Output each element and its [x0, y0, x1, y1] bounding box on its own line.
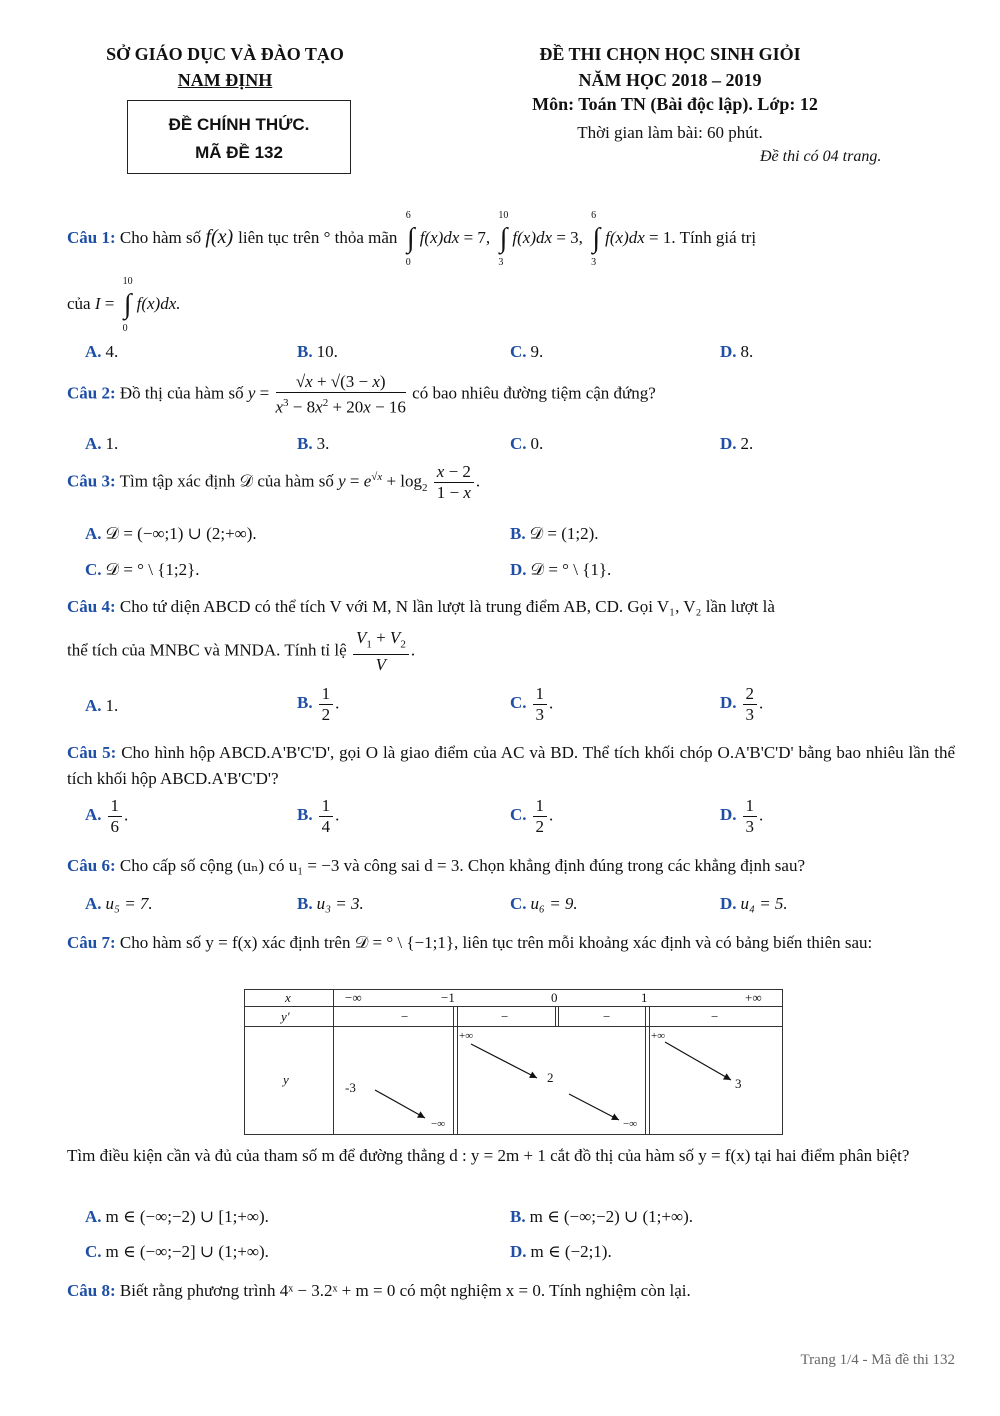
q2-option-c[interactable]: C. 0. — [510, 434, 544, 453]
q3-option-b[interactable]: B. 𝒟 = (1;2). — [510, 524, 599, 543]
q3-option-a[interactable]: A. 𝒟 = (−∞;1) ∪ (2;+∞). — [85, 524, 257, 543]
question-1-cont: của I = 10 ∫ 0 f(x)dx. — [67, 276, 181, 334]
table-y-pos-inf: +∞ — [459, 1030, 474, 1042]
q6-text-1: Cho cấp số cộng (uₙ) có u₁ = −3 và công sai d = 3. Chọn khẳng định đúng trong các khẳng định sau? — [119, 856, 805, 875]
q7-text-1: Cho hàm số y = f(x) xác định trên 𝒟 = ° \ {−1;1}, liên tục trên mỗi khoảng xác định và có bảng biến thiên sau: — [119, 933, 873, 952]
official-label: ĐỀ CHÍNH THỨC. — [168, 115, 310, 134]
question-7-cont — [67, 1143, 955, 1169]
table-y-three: 3 — [735, 1076, 742, 1091]
q1-text-1: Cho hàm số — [119, 227, 202, 247]
q5-option-c[interactable]: C. $\frac{1}{2}$ . — [510, 796, 554, 836]
q2-text-1: Đồ thị của hàm số — [119, 383, 244, 403]
q5-option-a[interactable]: A. $\frac{1}{6}$ . — [85, 796, 129, 836]
q4-option-c[interactable]: C. $\frac{1}{3}$ . — [510, 684, 554, 724]
table-x-one: 1 — [641, 990, 648, 1005]
department-name: SỞ GIÁO DỤC VÀ ĐÀO TẠO — [106, 44, 344, 64]
question-2: Câu 2: Đồ thị của hàm số y = $\frac{√x + √(3 - x)}{x^3 - 8x^2 + 20x - 16}$ có bao nhiêu đường tiệm cận đứng? — [67, 372, 656, 417]
q7-option-b[interactable]: B. m ∈ (−∞;−2) ∪ (1;+∞). — [510, 1207, 693, 1226]
q2-option-a[interactable]: A. 1. — [85, 434, 119, 453]
q4-ratio-fraction: $\frac{V_1 + V_2}{V}$ — [353, 628, 409, 675]
q3-text-1: Tìm tập xác định 𝒟 của hàm số — [119, 471, 334, 491]
question-5 — [67, 740, 955, 792]
q1-label: Câu 1: — [67, 227, 116, 247]
question-4 — [67, 597, 775, 617]
arrow-down-icon — [665, 1042, 731, 1080]
table-y-two: 2 — [547, 1070, 554, 1085]
q5-option-d[interactable]: D. $\frac{1}{3}$ . — [720, 796, 764, 836]
variation-arrows — [245, 990, 782, 1134]
table-x-pos-inf: +∞ — [745, 990, 762, 1005]
q1-option-c[interactable]: C. 9. — [510, 342, 544, 361]
integral-icon: 6 ∫ 0 — [405, 210, 415, 268]
table-x-neg-inf: −∞ — [345, 990, 362, 1005]
exam-code: MÃ ĐỀ 132 — [195, 143, 283, 162]
q4-option-a[interactable]: A. 1. — [85, 696, 119, 715]
q6-label: Câu 6: — [67, 856, 116, 875]
q3-option-d[interactable]: D. 𝒟 = ° \ {1}. — [510, 560, 612, 579]
integral-icon: 10 ∫ 0 — [122, 276, 133, 334]
q1-option-d[interactable]: D. 8. — [720, 342, 754, 361]
arrow-down-icon — [471, 1044, 537, 1078]
table-sign: − — [501, 1009, 509, 1024]
subject-line: Môn: Toán TN (Bài độc lập). Lớp: 12 — [532, 94, 818, 114]
question-6 — [67, 856, 805, 876]
q2-label: Câu 2: — [67, 383, 116, 403]
q6-option-b[interactable]: B. u₃ = 3. — [297, 894, 364, 913]
table-yprime-label: y' — [281, 1009, 290, 1024]
q1-text-4: của — [67, 293, 91, 313]
table-y-label: y — [283, 1072, 289, 1087]
table-x-zero: 0 — [551, 990, 558, 1005]
q4-option-b[interactable]: B. $\frac{1}{2}$ . — [297, 684, 340, 724]
q4-option-d[interactable]: D. $\frac{2}{3}$ . — [720, 684, 764, 724]
province-name: NAM ĐỊNH — [177, 70, 273, 90]
q3-log-fraction: $\frac{x - 2}{1 - x}$ — [434, 462, 474, 503]
q5-text-1: Cho hình hộp ABCD.A'B'C'D', gọi O là giao điểm của AC và BD. Thể tích khối chóp O.A'B'C'D' bằng bao nhiêu lần thể tích khối hộp ABCD.A'B'C'D'? — [67, 743, 955, 788]
q5-label: Câu 5: — [67, 743, 117, 762]
table-y-neg-inf: −∞ — [431, 1118, 446, 1130]
table-sign: − — [603, 1009, 611, 1024]
q7-option-d[interactable]: D. m ∈ (−2;1). — [510, 1242, 612, 1261]
school-year: NĂM HỌC 2018 – 2019 — [578, 70, 762, 90]
q4-text-1: Cho tứ diện ABCD có thể tích V với M, N lần lượt là trung điểm AB, CD. Gọi V₁, V₂ lần lượt là — [119, 597, 775, 616]
q6-option-c[interactable]: C. u₆ = 9. — [510, 894, 578, 913]
question-4-cont: thể tích của MNBC và MNDA. Tính tỉ lệ $\frac{V_1 + V_2}{V}$ . — [67, 628, 416, 675]
q3-label: Câu 3: — [67, 471, 116, 491]
question-3: Câu 3: Tìm tập xác định 𝒟 của hàm số $y = e^{√x} + \log_2$ $\frac{x - 2}{1 - x}$ . — [67, 462, 481, 502]
official-exam-box — [127, 100, 351, 174]
q3-option-c[interactable]: C. 𝒟 = ° \ {1;2}. — [85, 560, 200, 579]
q1-option-b[interactable]: B. 10. — [297, 342, 338, 361]
q6-option-a[interactable]: A. u₅ = 7. — [85, 894, 153, 913]
table-y-neg-inf: −∞ — [623, 1118, 638, 1130]
question-7 — [67, 930, 955, 956]
time-line: Thời gian làm bài: 60 phút. — [577, 123, 763, 142]
q8-label: Câu 8: — [67, 1281, 116, 1300]
q5-option-b[interactable]: B. $\frac{1}{4}$ . — [297, 796, 340, 836]
page-count: Đề thi có 04 trang. — [760, 148, 882, 165]
arrow-down-icon — [569, 1094, 619, 1120]
table-x-label: x — [285, 990, 291, 1005]
q2-text-2: có bao nhiêu đường tiệm cận đứng? — [412, 383, 656, 403]
table-y-pos-inf: +∞ — [651, 1030, 666, 1042]
q2-option-b[interactable]: B. 3. — [297, 434, 330, 453]
table-y-start: -3 — [345, 1080, 356, 1095]
q7-label: Câu 7: — [67, 933, 116, 952]
q1-option-a[interactable]: A. 4. — [85, 342, 119, 361]
q7-text-2: Tìm điều kiện cần và đủ của tham số m để đường thẳng d : y = 2m + 1 cắt đồ thị của hàm số y = f(x) tại hai điểm phân biệt? — [67, 1146, 910, 1165]
arrow-down-icon — [375, 1090, 425, 1118]
page-footer: Trang 1/4 - Mã đề thi 132 — [800, 1352, 955, 1368]
table-sign: − — [711, 1009, 719, 1024]
q1-text-3: Tính giá trị — [679, 227, 757, 247]
q4-label: Câu 4: — [67, 597, 116, 616]
q2-function-fraction: $\frac{√x + √(3 - x)}{x^3 - 8x^2 + 20x - 16}$ — [275, 372, 406, 417]
table-sign: − — [401, 1009, 409, 1024]
exam-title: ĐỀ THI CHỌN HỌC SINH GIỎI — [539, 44, 801, 64]
integral-icon: 6 ∫ 3 — [591, 210, 600, 268]
q1-text-2: liên tục trên ° thỏa mãn — [238, 227, 398, 247]
q8-text-1: Biết rằng phương trình 4ˣ − 3.2ˣ + m = 0 có một nghiệm x = 0. Tính nghiệm còn lại. — [119, 1281, 691, 1300]
q7-option-a[interactable]: A. m ∈ (−∞;−2) ∪ [1;+∞). — [85, 1207, 269, 1226]
q2-option-d[interactable]: D. 2. — [720, 434, 754, 453]
integral-icon: 10 ∫ 3 — [498, 210, 509, 268]
q6-option-d[interactable]: D. u₄ = 5. — [720, 894, 788, 913]
variation-table — [244, 989, 783, 1135]
question-8 — [67, 1281, 691, 1301]
table-x-minus-one: −1 — [441, 990, 455, 1005]
q4-text-2: thể tích của MNBC và MNDA. Tính tỉ lệ — [67, 640, 347, 660]
q7-option-c[interactable]: C. m ∈ (−∞;−2] ∪ (1;+∞). — [85, 1242, 269, 1261]
question-1: Câu 1: Cho hàm số f(x) liên tục trên ° thỏa mãn 6 ∫ 0 f(x)dx = 7, 10 ∫ 3 f(x)dx = 3, 6 ∫ 3 f(x)dx = 1. Tính giá trị — [67, 210, 757, 268]
